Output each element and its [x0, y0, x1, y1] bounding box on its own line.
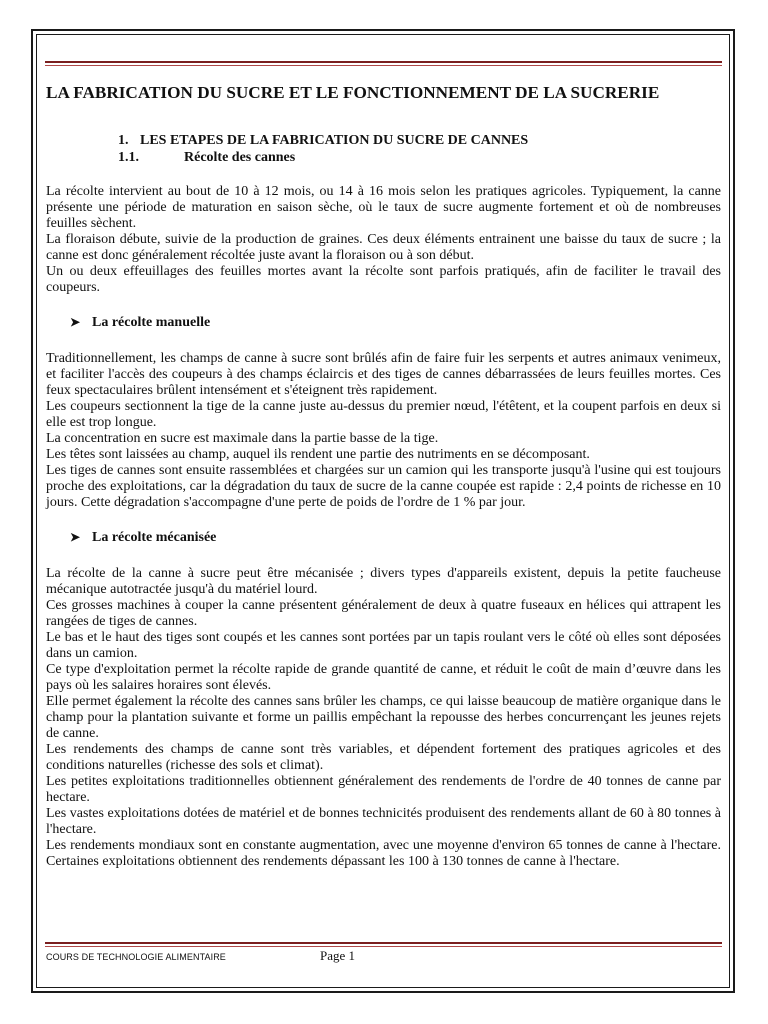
paragraph: Les petites exploitations traditionnelles obtiennent généralement des rendements de l'ordre de 40 tonnes de canne par hectare.	[46, 774, 721, 805]
header-rule	[45, 61, 722, 66]
paragraph: Les coupeurs sectionnent la tige de la canne juste au-dessus du premier nœud, l'étêtent, et la coupent parfois en deux si elle est trop longue.	[46, 399, 721, 430]
paragraph: Le bas et le haut des tiges sont coupés et les cannes sont portées par un tapis roulant vers le côté où elles sont déposées dans un camion.	[46, 630, 721, 661]
paragraph: Traditionnellement, les champs de canne à sucre sont brûlés afin de faire fuir les serpents et autres animaux venimeux, et faciliter l'accès des coupeurs à des champs éclaircis et des tiges de cannes débarrassées de leurs feuilles mortes. Ces feux spectaculaires brûlent intensément et s'éteignent très rapidement.	[46, 351, 721, 398]
footer-course-title: COURS DE TECHNOLOGIE ALIMENTAIRE	[46, 952, 226, 962]
subsection-number: 1.1.	[118, 150, 139, 165]
arrow-bullet-icon: ➤	[70, 530, 81, 544]
paragraph: Ces grosses machines à couper la canne présentent généralement de deux à quatre fuseaux en hélices qui attrapent les rangées de tiges de cannes.	[46, 598, 721, 629]
section-number: 1.	[118, 133, 129, 148]
mechanized-block	[46, 566, 721, 870]
intro-block	[46, 184, 721, 296]
section-label: LES ETAPES DE LA FABRICATION DU SUCRE DE CANNES	[140, 133, 529, 148]
paragraph: Les rendements mondiaux sont en constante augmentation, avec une moyenne d'environ 65 tonnes de canne à l'hectare. Certaines exploitations obtiennent des rendements dépassant les 100 à 130 tonnes de canne à l'hectare.	[46, 838, 721, 869]
document-title: LA FABRICATION DU SUCRE ET LE FONCTIONNEMENT DE LA SUCRERIE	[46, 83, 660, 102]
subsection-heading-1-1	[118, 149, 721, 166]
paragraph: Les vastes exploitations dotées de matériel et de bonnes technicités produisent des rendements allant de 60 à 80 tonnes à l'hectare.	[46, 806, 721, 837]
bullet-label: La récolte manuelle	[92, 315, 211, 330]
arrow-bullet-icon: ➤	[70, 315, 81, 329]
bullet-label: La récolte mécanisée	[92, 530, 217, 545]
bullet-heading-manual	[70, 314, 721, 331]
paragraph: Les tiges de cannes sont ensuite rassemblées et chargées sur un camion qui les transporte jusqu'à l'usine qui est toujours proche des exploitations, car la dégradation du taux de sucre de la canne coupée est rapide : 2,4 points de richesse en 10 jours. Cette dégradation s'accompagne d'une perte de poids de l'ordre de 1 % par jour.	[46, 463, 721, 510]
bullet-heading-mechanized	[70, 529, 721, 546]
paragraph: La récolte intervient au bout de 10 à 12 mois, ou 14 à 16 mois selon les pratiques agricoles. Typiquement, la canne présente une période de maturation en saison sèche, où le taux de sucre augmente fortement et où de nombreuses feuilles sèchent.	[46, 184, 721, 231]
footer-rule	[45, 942, 722, 947]
paragraph: Elle permet également la récolte des cannes sans brûler les champs, ce qui laisse beaucoup de matière organique dans le champ pour la plantation suivante et forme un paillis empêchant la repousse des herbes concurrençant les jeunes rejets de canne.	[46, 694, 721, 741]
paragraph: Les rendements des champs de canne sont très variables, et dépendent fortement des pratiques agricoles et des conditions naturelles (richesse des sols et climat).	[46, 742, 721, 773]
paragraph: La récolte de la canne à sucre peut être mécanisée ; divers types d'appareils existent, depuis la petite faucheuse mécanique autotractée jusqu'à du matériel lourd.	[46, 566, 721, 597]
footer-page-number: Page 1	[320, 948, 356, 963]
section-heading-1	[118, 132, 721, 149]
paragraph: Ce type d'exploitation permet la récolte rapide de grande quantité de canne, et réduit le coût de main d’œuvre dans les pays où les salaires horaires sont élevés.	[46, 662, 721, 693]
document-body	[46, 82, 721, 870]
subsection-label: Récolte des cannes	[184, 150, 296, 165]
paragraph: Les têtes sont laissées au champ, auquel ils rendent une partie des nutriments en se décomposant.	[46, 447, 590, 462]
manual-block	[46, 351, 721, 511]
paragraph: La floraison débute, suivie de la production de graines. Ces deux éléments entrainent une baisse du taux de sucre ; la canne est donc généralement récoltée juste avant la floraison ou à son début.	[46, 232, 721, 263]
paragraph: La concentration en sucre est maximale dans la partie basse de la tige.	[46, 431, 439, 446]
paragraph: Un ou deux effeuillages des feuilles mortes avant la récolte sont parfois pratiqués, afin de faciliter le travail des coupeurs.	[46, 264, 721, 295]
